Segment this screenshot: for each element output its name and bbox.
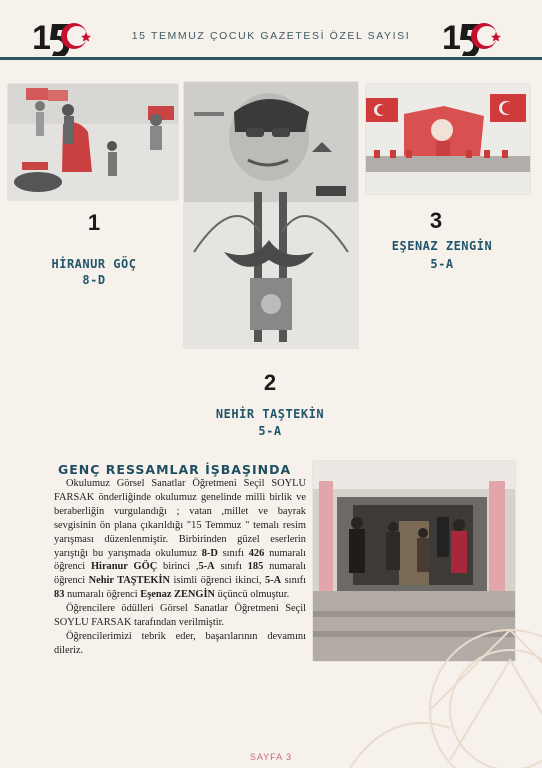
drawing-first-place [8,84,178,200]
svg-text:1: 1 [32,19,51,56]
page-number: SAYFA 3 [249,752,293,762]
rank-third: 3 [429,208,443,233]
rank-first: 1 [87,210,101,235]
15-temmuz-logo [440,16,502,56]
article-body [54,477,306,658]
winner-first-class: 8-D [82,273,106,287]
article-paragraph: Öğrencilerimizi tebrik eder, başarılarının devamını dileriz. [54,630,306,656]
page-header [0,0,542,62]
decorative-ornament [330,510,542,768]
article-paragraph: Okulumuz Görsel Sanatlar Öğretmeni Seçil SOYLU FARSAK önderliğinde okulumuz genelinde milli birlik ve beraberliğin vurgulandığı ; vatan ,millet ve bayrak sevgisinin ön plana çıkarıldığı "15 Temmuz " temalı resim yarışması düzenlenmiştir. Birbirinden güzel eserlerin yarıştığı bu yarışmada okulumuz 8-D sınıfı 426 numaralı öğrenci Hiranur GÖÇ birinci ,5-A sınıfı 185 numaralı öğrenci Nehir TAŞTEKİN isimli öğrenci ikinci, 5-A sınıfı 83 numaralı öğrenci Eşenaz ZENGİN üçüncü olmuştur. [54,478,307,601]
winner-first-name: HİRANUR GÖÇ [51,257,137,271]
drawing-second-place [184,82,358,348]
winner-second-class: 5-A [258,424,282,438]
15-temmuz-logo [30,16,92,56]
article-paragraph: Öğrencilere ödülleri Görsel Sanatlar Öğretmeni Seçil SOYLU FARSAK tarafından verilmiştir. [54,603,306,629]
rank-second: 2 [263,370,277,395]
svg-text:1: 1 [442,19,461,56]
article-title: GENÇ RESSAMLAR İŞBAŞINDA [58,462,292,477]
header-divider [0,57,542,60]
winner-third-class: 5-A [430,257,454,271]
winner-third-name: EŞENAZ ZENGİN [391,239,493,253]
winner-second-name: NEHİR TAŞTEKİN [215,407,325,421]
header-title: 15 TEMMUZ ÇOCUK GAZETESİ ÖZEL SAYISI [131,30,411,42]
drawing-third-place [366,84,530,194]
